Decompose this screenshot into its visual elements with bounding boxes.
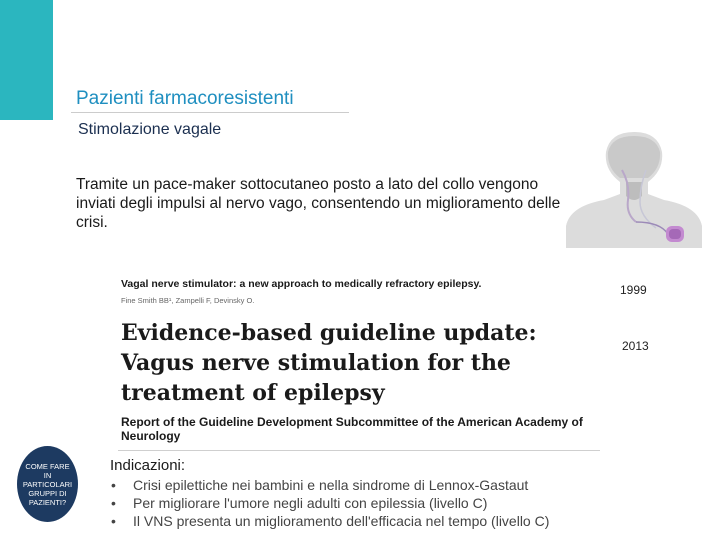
page-subtitle: Stimolazione vagale bbox=[78, 121, 222, 138]
vagus-nerve-stimulator-illustration bbox=[564, 130, 704, 248]
accent-bar bbox=[0, 0, 53, 120]
paper-2013-title: Evidence-based guideline update: Vagus nerve stimulation for the treatment of epilepsy bbox=[121, 320, 537, 406]
indications-title: Indicazioni: bbox=[110, 457, 186, 474]
year-label-2013: 2013 bbox=[622, 339, 649, 353]
list-item-text: Crisi epilettiche nei bambini e nella sindrome di Lennox-Gastaut bbox=[133, 477, 529, 493]
title-divider bbox=[71, 112, 349, 113]
year-label-1999: 1999 bbox=[620, 283, 647, 297]
description-text: Tramite un pace-maker sottocutaneo posto a lato del collo vengono inviati degli impulsi al nervo vago, consentendo un miglioramento delle crisi. bbox=[76, 176, 561, 231]
page-title: Pazienti farmacoresistenti bbox=[76, 88, 294, 109]
paper-2013-subtitle: Report of the Guideline Development Subcommittee of the American Academy of Neurology bbox=[121, 415, 583, 443]
section-badge[interactable] bbox=[17, 446, 78, 522]
list-item-text: Per migliorare l'umore negli adulti con epilessia (livello C) bbox=[133, 495, 488, 511]
paper-1999-title: Vagal nerve stimulator: a new approach to medically refractory epilepsy. bbox=[121, 278, 482, 290]
paper-card-divider bbox=[118, 450, 600, 451]
list-item bbox=[111, 494, 549, 512]
list-item-text: Il VNS presenta un miglioramento dell'efficacia nel tempo (livello C) bbox=[133, 513, 550, 529]
list-item bbox=[111, 476, 549, 494]
section-badge-label: COME FARE IN PARTICOLARI GRUPPI DI PAZIENTI? bbox=[22, 461, 73, 507]
paper-excerpt-card bbox=[118, 272, 608, 452]
bullet: • bbox=[111, 495, 116, 511]
paper-1999-authors: Fine Smith BB¹, Zampelli F, Devinsky O. bbox=[121, 296, 255, 305]
bullet: • bbox=[111, 513, 116, 529]
list-item bbox=[111, 512, 549, 530]
indications-list bbox=[111, 476, 549, 530]
bullet: • bbox=[111, 477, 116, 493]
